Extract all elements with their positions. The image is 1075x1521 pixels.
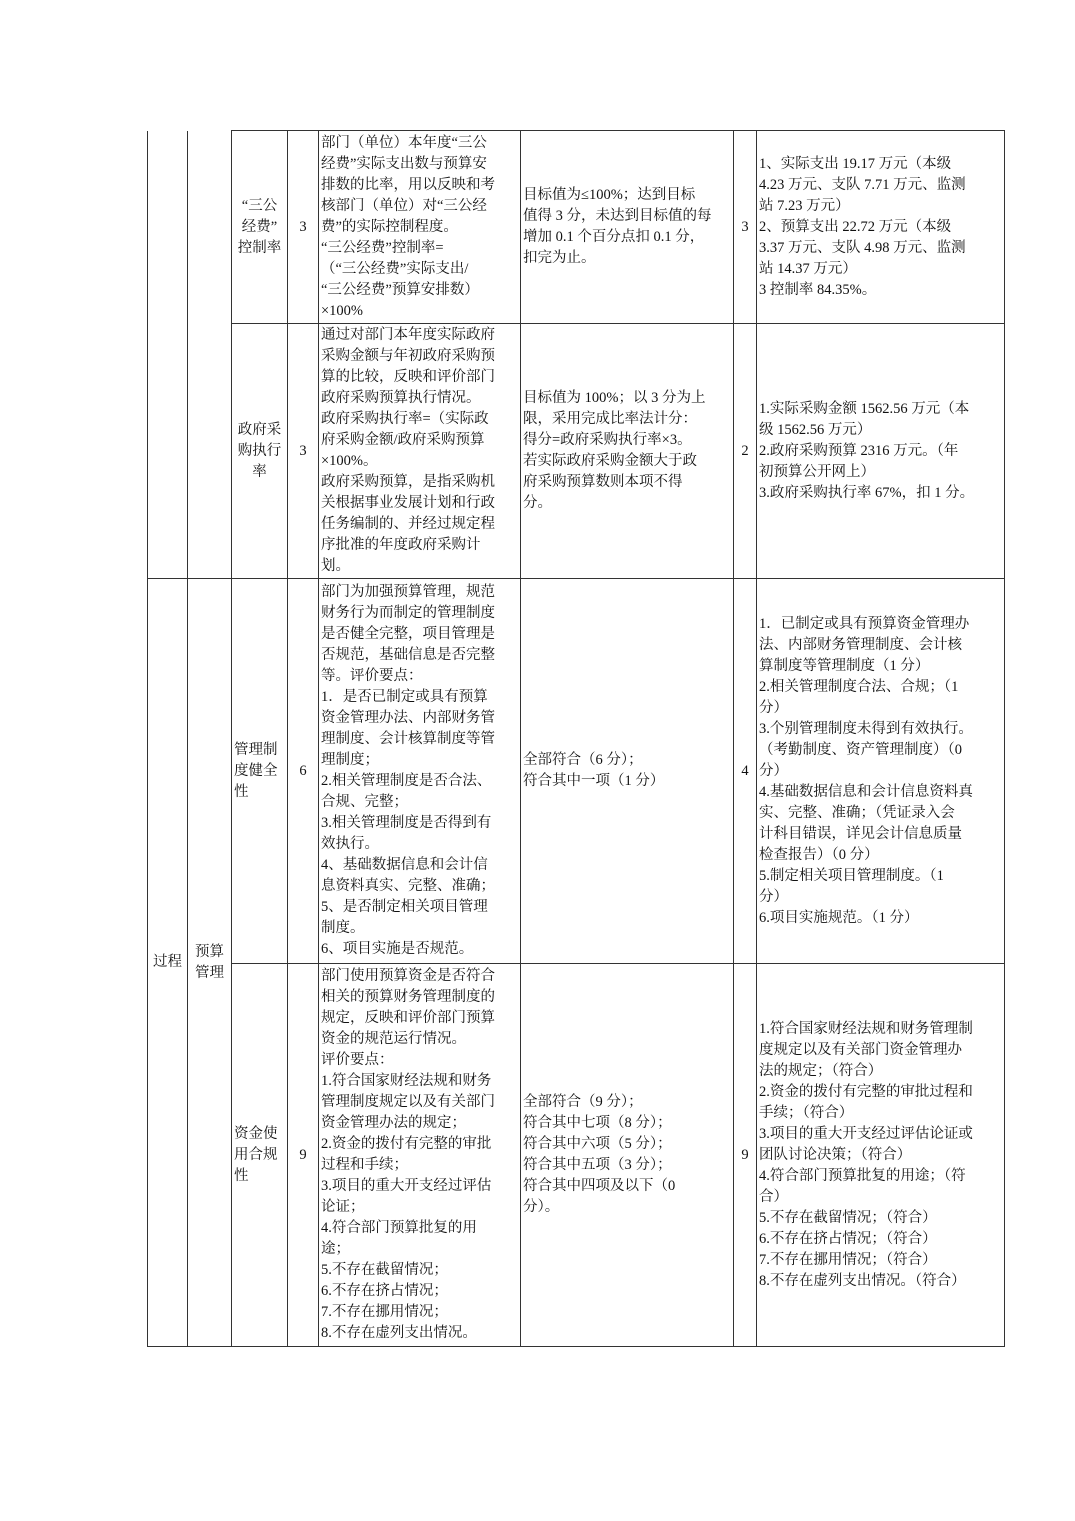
result-cell: 1、实际支出 19.17 万元（本级 4.23 万元、支队 7.71 万元、监测 站 7.23 万元） 2、预算支出 22.72 万元（本级 3.37 万元、支队 4.98 万元、监测 站 14.37 万元） 3 控制率 84.35%。 xyxy=(757,131,1005,324)
description-cell: 部门为加强预算管理，规范 财务行为而制定的管理制度 是否健全完整，项目管理是 否规范，基础信息是否完整 等。评价要点： 1．是否已制定或具有预算 资金管理办法、内部财务管 理制度、会计核算制度等管 理制度； 2.相关管理制度是否合法、 合规、完整； 3.相关管理制度是否得到有 效执行。 4、基础数据信息和会计信 息资料真实、完整、准确； 5、是否制定相关项目管理 制度。 6、项目实施是否规范。 xyxy=(319,579,521,964)
score-cell: 2 xyxy=(734,324,757,579)
indicator-cell: 政府采 购执行 率 xyxy=(232,324,288,579)
indicator-cell: 资金使 用合规 性 xyxy=(232,964,288,1347)
indicator-cell: “三公 经费” 控制率 xyxy=(232,131,288,324)
level2-cell: 预算 管理 xyxy=(188,579,232,1347)
score-cell: 9 xyxy=(734,964,757,1347)
criteria-cell: 全部符合（6 分）； 符合其中一项（1 分） xyxy=(521,579,734,964)
criteria-cell: 目标值为 100%；以 3 分为上 限，采用完成比率法计分： 得分=政府采购执行率×3。 若实际政府采购金额大于政 府采购预算数则本项不得 分。 xyxy=(521,324,734,579)
result-cell: 1．已制定或具有预算资金管理办 法、内部财务管理制度、会计核 算制度等管理制度（1 分） 2.相关管理制度合法、合规；（1 分） 3.个别管理制度未得到有效执行。 （考勤制度、资产管理制度）（0 分） 4.基础数据信息和会计信息资料真 实、完整、准确；（凭证录入会 计科目错误，详见会计信息质量 检查报告）（0 分） 5.制定相关项目管理制度。（1 分） 6.项目实施规范。（1 分） xyxy=(757,579,1005,964)
weight-cell: 9 xyxy=(288,964,319,1347)
description-cell: 部门使用预算资金是否符合 相关的预算财务管理制度的 规定，反映和评价部门预算 资金的规范运行情况。 评价要点： 1.符合国家财经法规和财务 管理制度规定以及有关部门 资金管理办法的规定； 2.资金的拨付有完整的审批 过程和手续； 3.项目的重大开支经过评估 论证； 4.符合部门预算批复的用 途； 5.不存在截留情况； 6.不存在挤占情况； 7.不存在挪用情况； 8.不存在虚列支出情况。 xyxy=(319,964,521,1347)
weight-cell: 3 xyxy=(288,131,319,324)
level1-cell: 过程 xyxy=(148,579,188,1347)
description-cell: 通过对部门本年度实际政府 采购金额与年初政府采购预 算的比较，反映和评价部门 政府采购预算执行情况。 政府采购执行率=（实际政 府采购金额/政府采购预算 ×100%。 政府采购预算，是指采购机 关根据事业发展计划和行政 任务编制的、并经过规定程 序批准的年度政府采购计 划。 xyxy=(319,324,521,579)
score-cell: 4 xyxy=(734,579,757,964)
table-row xyxy=(148,324,1005,579)
table-row xyxy=(148,964,1005,1347)
weight-cell: 6 xyxy=(288,579,319,964)
criteria-cell: 全部符合（9 分）； 符合其中七项（8 分）； 符合其中六项（5 分）； 符合其中五项（3 分）； 符合其中四项及以下（0 分）。 xyxy=(521,964,734,1347)
result-cell: 1.实际采购金额 1562.56 万元（本 级 1562.56 万元） 2.政府采购预算 2316 万元。（年 初预算公开网上） 3.政府采购执行率 67%，扣 1 分。 xyxy=(757,324,1005,579)
table-row xyxy=(148,579,1005,964)
criteria-cell: 目标值为≤100%；达到目标 值得 3 分，未达到目标值的每 增加 0.1 个百分点扣 0.1 分， 扣完为止。 xyxy=(521,131,734,324)
evaluation-table xyxy=(147,130,1005,1347)
weight-cell: 3 xyxy=(288,324,319,579)
indicator-cell: 管理制 度健全 性 xyxy=(232,579,288,964)
level1-cell-continued xyxy=(148,131,188,579)
level2-cell-continued xyxy=(188,131,232,579)
table-row xyxy=(148,131,1005,324)
result-cell: 1.符合国家财经法规和财务管理制 度规定以及有关部门资金管理办 法的规定；（符合） 2.资金的拨付有完整的审批过程和 手续；（符合） 3.项目的重大开支经过评估论证或 团队讨论决策；（符合） 4.符合部门预算批复的用途；（符 合） 5.不存在截留情况；（符合） 6.不存在挤占情况；（符合） 7.不存在挪用情况；（符合） 8.不存在虚列支出情况。（符合） xyxy=(757,964,1005,1347)
score-cell: 3 xyxy=(734,131,757,324)
description-cell: 部门（单位）本年度“三公 经费”实际支出数与预算安 排数的比率，用以反映和考 核部门（单位）对“三公经 费”的实际控制程度。 “三公经费”控制率= （“三公经费”实际支出/ “三公经费”预算安排数） ×100% xyxy=(319,131,521,324)
